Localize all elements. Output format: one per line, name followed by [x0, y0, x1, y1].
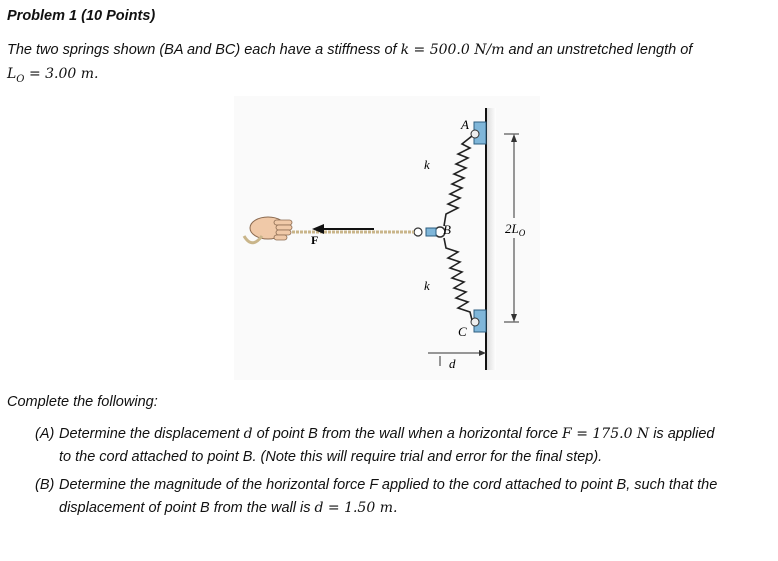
part-a-force-expression: F = 175.0 N [562, 426, 650, 442]
part-a-text-1: Determine the displacement [59, 426, 244, 442]
unstretched-length-value: = 3.00 m. [24, 66, 99, 82]
cord-eye [414, 228, 422, 236]
part-a-label: (A) [35, 426, 55, 442]
part-a-text-3: is applied [649, 426, 715, 442]
label-a: A [461, 117, 469, 132]
label-k-top: k [424, 157, 430, 172]
stiffness-expression: k = 500.0 N/m [400, 42, 505, 58]
part-a-d-symbol: d [243, 426, 253, 442]
label-d: d [449, 356, 456, 371]
unstretched-length-symbol: L [7, 66, 17, 82]
cord-clamp [426, 228, 436, 236]
label-b: B [443, 222, 451, 237]
part-b-text-1: Determine the magnitude of the horizontal force F applied to the cord attached to point B, such that the [59, 477, 718, 493]
label-2l0-main: 2L [505, 221, 519, 236]
part-b-d-expression: d = 1.50 m. [314, 500, 398, 516]
intro-text-2: and an unstretched length of [504, 42, 693, 58]
part-b-text-line-2 [35, 497, 770, 520]
label-c: C [458, 324, 467, 339]
part-b-label: (B) [35, 477, 55, 493]
part-b-text-2: displacement of point B from the wall is [59, 500, 315, 516]
part-a-text-2: of point B from the wall when a horizontal force [252, 426, 563, 442]
problem-title: Problem 1 (10 Points) [7, 8, 156, 24]
part-a [35, 423, 770, 469]
part-b [35, 474, 770, 520]
problem-intro [7, 38, 767, 92]
label-2l0-sub: O [518, 228, 526, 238]
unstretched-length-subscript: O [16, 73, 25, 85]
label-k-bottom: k [424, 278, 430, 293]
tasks-heading: Complete the following: [7, 394, 158, 410]
intro-text-1: The two springs shown (BA and BC) each have a stiffness of [7, 42, 401, 58]
part-a-text-line-2: to the cord attached to point B. (Note this will require trial and error for the final step). [59, 449, 603, 465]
spring-figure [234, 96, 540, 380]
wall-shading [486, 108, 496, 370]
label-f: F [311, 233, 319, 247]
